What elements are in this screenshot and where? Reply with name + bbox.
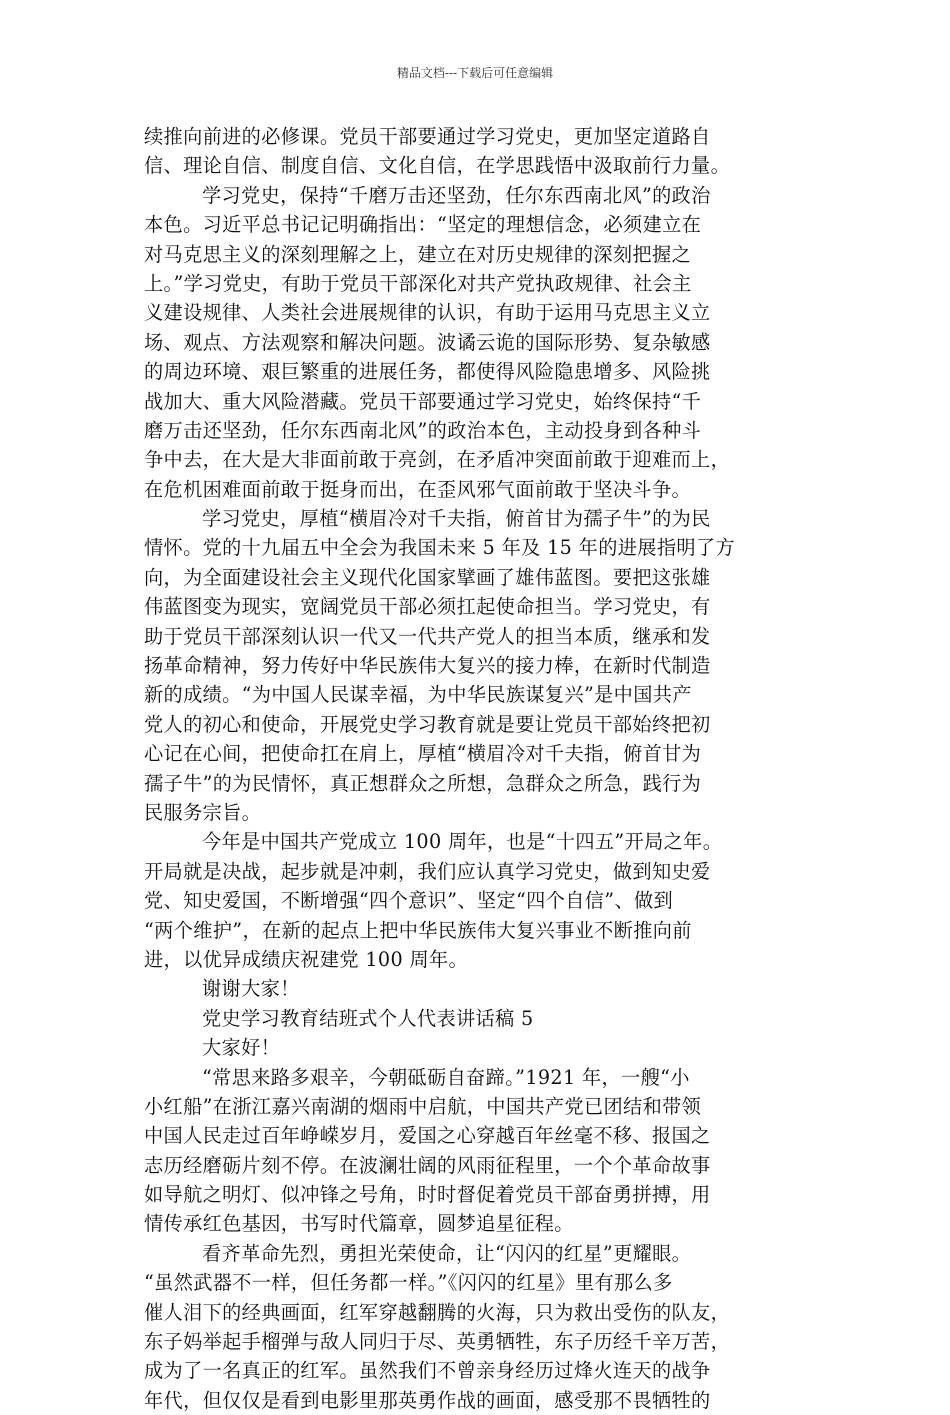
text-line: 开局就是决战，起步就是冲刺，我们应认真学习党史，做到知史爱 — [144, 859, 711, 883]
text-line: “虽然武器不一样，但任务都一样。”《闪闪的红星》里有那么多 — [144, 1271, 673, 1295]
text-line: 学习党史，保持“千磨万击还坚劲，任尔东西南北风”的政治 — [202, 183, 711, 207]
text-line: 进，以优异成绩庆祝建党 100 周年。 — [144, 947, 469, 971]
text-line: 大家好！ — [202, 1036, 281, 1060]
text-line: 争中去，在大是大非面前敢于亮剑，在矛盾冲突面前敢于迎难而上， — [144, 448, 731, 472]
text-line: “两个维护”，在新的起点上把中华民族伟大复兴事业不断推向前 — [144, 918, 692, 942]
text-line: 年代，但仅仅是看到电影里那英勇作战的画面，感受那不畏牺牲的 — [144, 1388, 711, 1412]
text-line: 本色。习近平总书记记明确指出：“坚定的理想信念，必须建立在 — [144, 213, 702, 237]
text-line: “常思来路多艰辛，今朝砥砺自奋蹄。”1921 年，一艘“小 — [202, 1065, 690, 1089]
text-line: 磨万击还坚劲，任尔东西南北风”的政治本色，主动投身到各种斗 — [144, 418, 702, 442]
text-line: 上。”学习党史，有助于党员干部深化对共产党执政规律、社会主 — [144, 271, 692, 295]
text-line: 情传承红色基因，书写时代篇章，圆梦追星征程。 — [144, 1212, 574, 1236]
text-line: 义建设规律、人类社会进展规律的认识，有助于运用马克思主义立 — [144, 301, 711, 325]
text-line: 向，为全面建设社会主义现代化国家擘画了雄伟蓝图。要把这张雄 — [144, 565, 711, 589]
page-header: 精品文档---下载后可任意编辑 — [396, 66, 554, 80]
text-line: 今年是中国共产党成立 100 周年，也是“十四五”开局之年。 — [202, 830, 723, 854]
text-line: 党史学习教育结班式个人代表讲话稿 5 — [202, 1006, 534, 1030]
text-line: 成为了一名真正的红军。虽然我们不曾亲身经历过烽火连天的战争 — [144, 1359, 711, 1383]
text-line: 看齐革命先烈，勇担光荣使命，让“闪闪的红星”更耀眼。 — [202, 1241, 692, 1265]
text-line: 扬革命精神，努力传好中华民族伟大复兴的接力棒，在新时代制造 — [144, 654, 711, 678]
text-line: 志历经磨砺片刻不停。在波澜壮阔的风雨征程里，一个个革命故事 — [144, 1153, 711, 1177]
text-line: 对马克思主义的深刻理解之上，建立在对历史规律的深刻把握之 — [144, 242, 692, 266]
text-line: 党人的初心和使命，开展党史学习教育就是要让党员干部始终把初 — [144, 712, 711, 736]
text-line: 催人泪下的经典画面，红军穿越翻腾的火海，只为救出受伤的队友， — [144, 1300, 731, 1324]
text-line: 在危机困难面前敢于挺身而出，在歪风邪气面前敢于坚决斗争。 — [144, 477, 692, 501]
text-line: 孺子牛”的为民情怀，真正想群众之所想，急群众之所急，践行为 — [144, 771, 702, 795]
text-line: 如导航之明灯、似冲锋之号角，时时督促着党员干部奋勇拼搏，用 — [144, 1183, 711, 1207]
text-line: 中国人民走过百年峥嵘岁月，爱国之心穿越百年丝毫不移、报国之 — [144, 1124, 711, 1148]
text-line: 信、理论自信、制度自信、文化自信，在学思践悟中汲取前行力量。 — [144, 154, 731, 178]
text-line: 场、观点、方法观察和解决问题。波谲云诡的国际形势、复杂敏感 — [144, 330, 711, 354]
text-line: 心记在心间，把使命扛在肩上，厚植“横眉冷对千夫指，俯首甘为 — [144, 742, 702, 766]
text-line: 小红船”在浙江嘉兴南湖的烟雨中启航，中国共产党已团结和带领 — [144, 1094, 702, 1118]
text-line: 谢谢大家！ — [202, 977, 300, 1001]
text-line: 新的成绩。“为中国人民谋幸福，为中华民族谋复兴”是中国共产 — [144, 683, 692, 707]
text-line: 学习党史，厚植“横眉冷对千夫指，俯首甘为孺子牛”的为民 — [202, 507, 711, 531]
text-line: 东子妈举起手榴弹与敌人同归于尽、英勇牺牲，东子历经千辛万苦， — [144, 1330, 731, 1354]
document-body — [144, 122, 812, 1415]
text-line: 的周边环境、艰巨繁重的进展任务，都使得风险隐患增多、风险挑 — [144, 360, 711, 384]
text-line: 情怀。党的十九届五中全会为我国未来 5 年及 15 年的进展指明了方 — [144, 536, 735, 560]
text-line: 党、知史爱国，不断增强“四个意识”、坚定“四个自信”、做到 — [144, 889, 674, 913]
text-line: 伟蓝图变为现实，宽阔党员干部必须扛起使命担当。学习党史，有 — [144, 595, 711, 619]
text-line: 战加大、重大风险潜藏。党员干部要通过学习党史，始终保持“千 — [144, 389, 702, 413]
text-line: 助于党员干部深刻认识一代又一代共产党人的担当本质，继承和发 — [144, 624, 711, 648]
text-line: 民服务宗旨。 — [144, 800, 262, 824]
text-line: 续推向前进的必修课。党员干部要通过学习党史，更加坚定道路自 — [144, 125, 711, 148]
